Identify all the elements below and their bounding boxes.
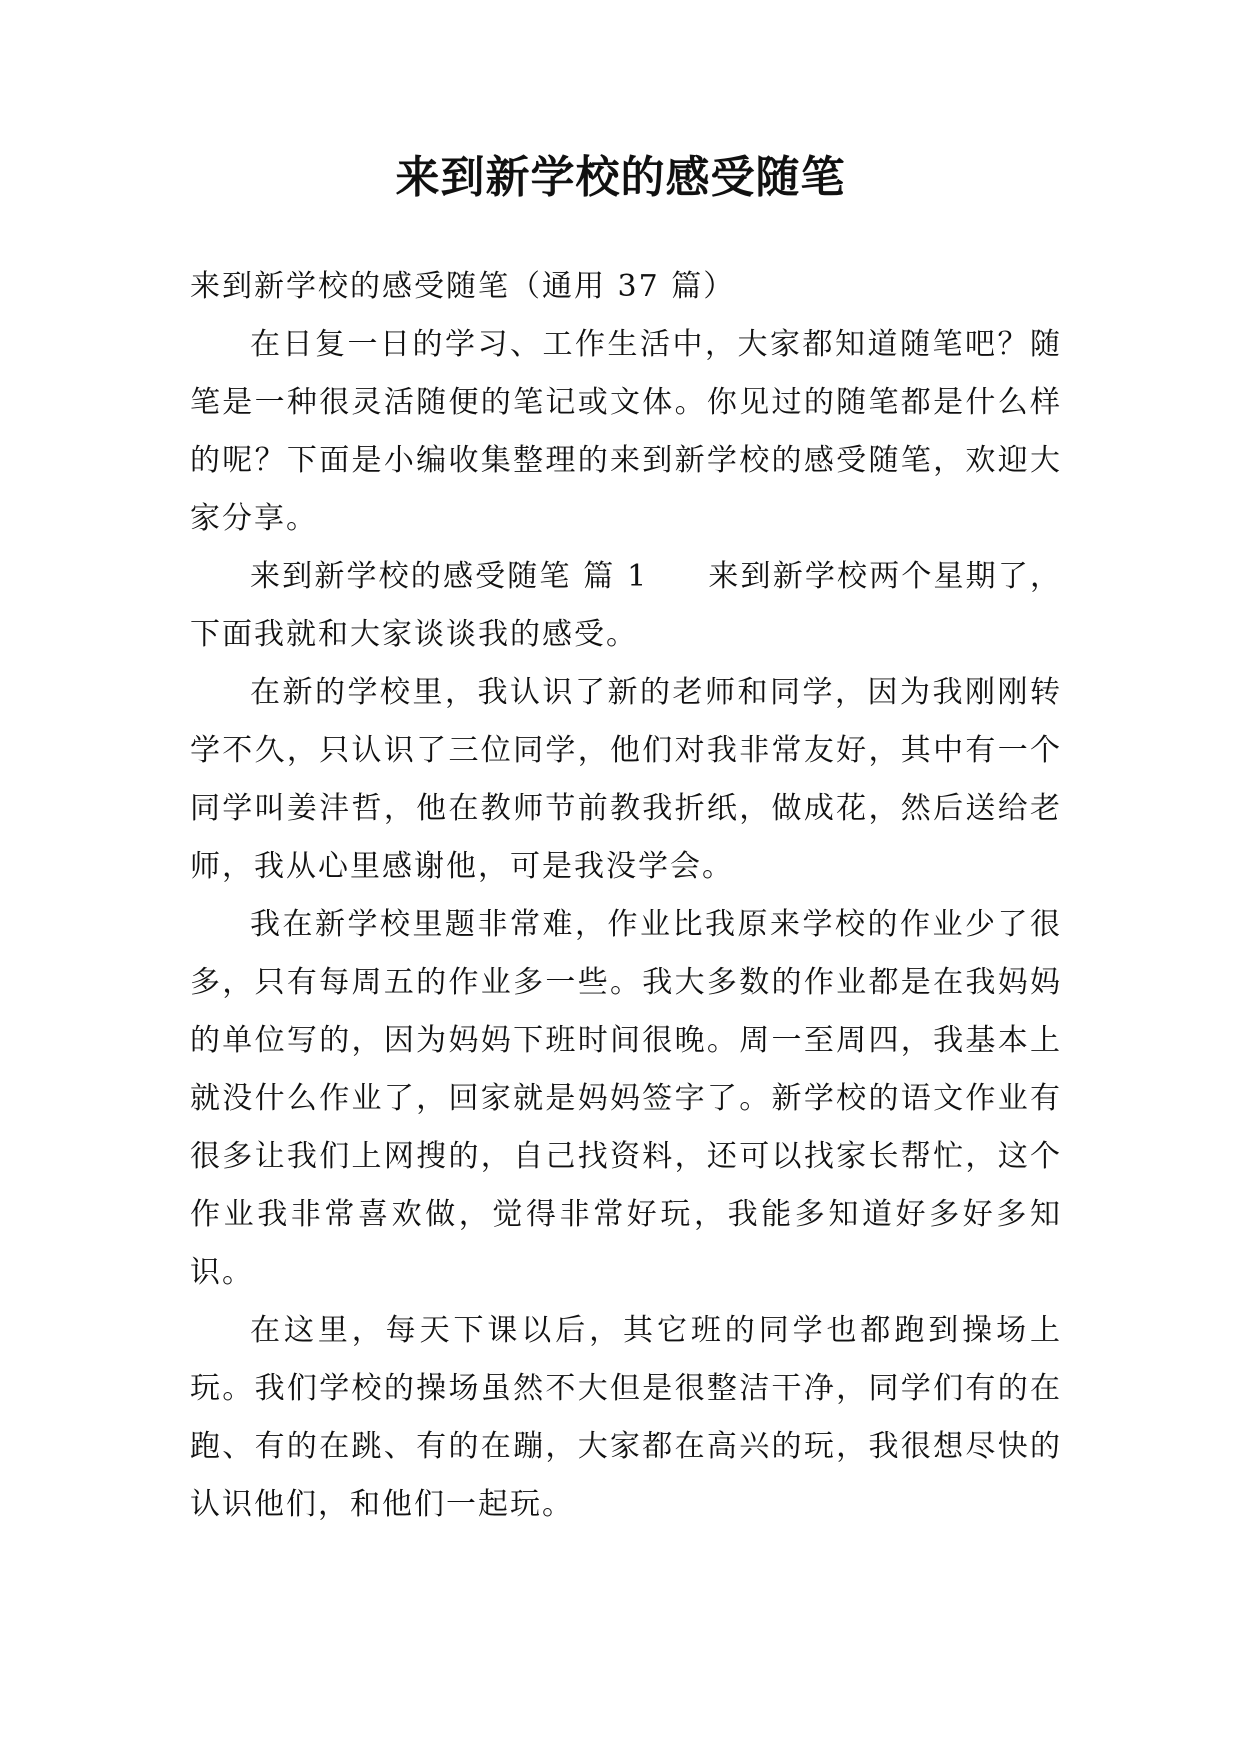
body-paragraph-2: 我在新学校里题非常难，作业比我原来学校的作业少了很多，只有每周五的作业多一些。我大多数的作业都是在我妈妈的单位写的，因为妈妈下班时间很晚。周一至周四，我基本上就没什么作业了，回家就是妈妈签字了。新学校的语文作业有很多让我们上网搜的，自己找资料，还可以找家长帮忙，这个作业我非常喜欢做，觉得非常好玩，我能多知道好多好多知识。 (190, 907, 1062, 1290)
document-body (190, 258, 1062, 1534)
intro-paragraph: 在日复一日的学习、工作生活中，大家都知道随笔吧？随笔是一种很灵活随便的笔记或文体。你见过的随笔都是什么样的呢？下面是小编收集整理的来到新学校的感受随笔，欢迎大家分享。 (190, 327, 1062, 536)
section-first-sentence: 来到新学校两个星期了，下面我就和大家谈谈我的感受。 (190, 559, 1062, 652)
body-paragraph-3: 在这里，每天下课以后，其它班的同学也都跑到操场上玩。我们学校的操场虽然不大但是很整洁干净，同学们有的在跑、有的在跳、有的在蹦，大家都在高兴的玩，我很想尽快的认识他们，和他们一起玩。 (190, 1313, 1062, 1522)
body-paragraph-1: 在新的学校里，我认识了新的老师和同学，因为我刚刚转学不久，只认识了三位同学，他们对我非常友好，其中有一个同学叫姜沣哲，他在教师节前教我折纸，做成花，然后送给老师，我从心里感谢他，可是我没学会。 (190, 675, 1062, 884)
section-1-paragraph (190, 548, 1062, 664)
document-title: 来到新学校的感受随笔 (395, 152, 846, 203)
section-heading: 来到新学校的感受随笔 篇 1 (250, 559, 649, 594)
document-subtitle: 来到新学校的感受随笔（通用 37 篇） (190, 269, 736, 304)
